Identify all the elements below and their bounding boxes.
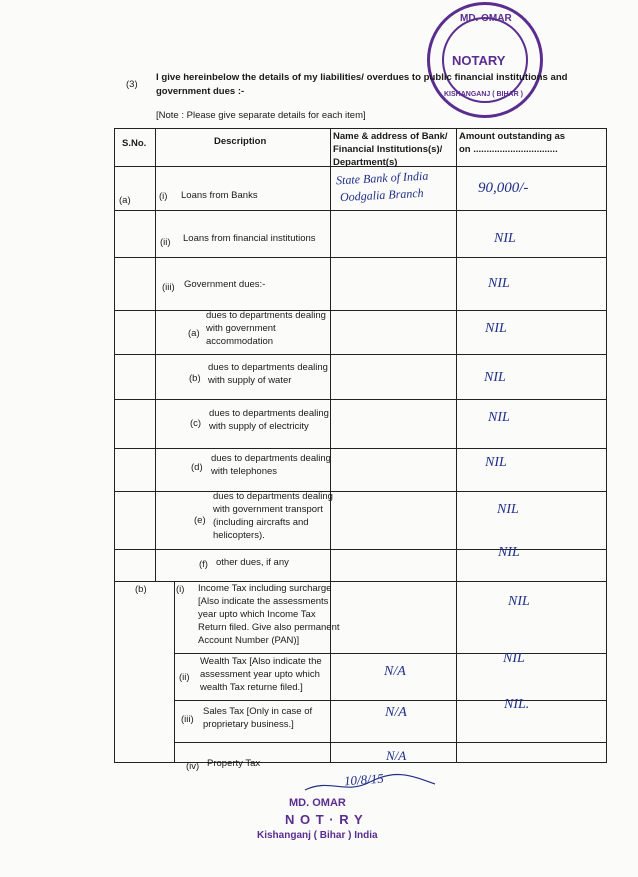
row-sub-e-l1: dues to departments dealing — [213, 491, 333, 502]
row-sub-b-l1: dues to departments dealing — [208, 362, 328, 373]
table-border — [114, 399, 607, 400]
row-income-l4: Return filed. Give also permanent — [198, 622, 340, 633]
row-wealth-bank: N/A — [384, 664, 406, 679]
header-description: Description — [214, 136, 267, 147]
footer-stamp-name: MD. OMAR — [289, 797, 346, 809]
row-sub-e-amount: NIL — [497, 502, 519, 517]
row-wealth-l2: assessment year upto which — [200, 669, 320, 680]
footer-stamp-title: N O T · R Y — [285, 812, 364, 827]
row-income-l3: year upto which Income Tax — [198, 609, 316, 620]
row-wealth-l3: wealth Tax returne filed.] — [200, 682, 303, 693]
row-sub-e-l3: (including aircrafts and — [213, 517, 309, 528]
table-border — [114, 448, 607, 449]
row-property-bank: N/A — [386, 748, 407, 763]
row-govt-num: (iii) — [162, 282, 175, 293]
row-sub-a-l1: dues to departments dealing — [206, 310, 326, 321]
row-loans-banks-bank-1: State Bank of India — [335, 168, 429, 188]
intro-line-1: I give hereinbelow the details of my liabilities/ overdues to public financial institutions and — [156, 72, 568, 83]
notary-stamp — [427, 2, 543, 118]
row-sales-bank: N/A — [385, 705, 407, 720]
header-sno: S.No. — [122, 138, 147, 149]
row-sub-b-l2: with supply of water — [208, 375, 292, 386]
stamp-center-text: NOTARY — [452, 53, 506, 68]
row-income-l5: Account Number (PAN)] — [198, 635, 300, 646]
row-govt: Government dues:- — [184, 279, 266, 290]
row-sub-c-num: (c) — [190, 418, 202, 429]
row-govt-amount: NIL — [488, 276, 510, 291]
row-sub-e-l2: with government transport — [213, 504, 323, 515]
intro-number: (3) — [126, 79, 138, 90]
row-loans-banks-amount: 90,000/- — [478, 180, 529, 196]
row-loans-banks: Loans from Banks — [181, 190, 258, 201]
table-border — [114, 354, 607, 355]
table-border — [114, 491, 607, 492]
table-border — [114, 210, 607, 211]
table-border — [174, 700, 607, 701]
header-bank-line-2: Financial Institutions(s)/ — [333, 144, 443, 155]
row-sub-e-l4: helicopters). — [213, 530, 265, 541]
row-wealth-l1: Wealth Tax [Also indicate the — [200, 656, 322, 667]
row-sub-a-amount: NIL — [485, 321, 507, 336]
row-loans-fin-amount: NIL — [494, 231, 516, 246]
section-b-label: (b) — [135, 584, 147, 595]
row-loans-banks-num: (i) — [159, 191, 168, 202]
row-sub-f-num: (f) — [199, 559, 208, 570]
row-sales-l2: proprietary business.] — [203, 719, 294, 730]
row-sales-amount: NIL. — [504, 697, 530, 712]
row-sub-a-l2: with government — [206, 323, 276, 334]
table-border — [114, 128, 115, 762]
row-income-amount: NIL — [508, 594, 530, 609]
row-sub-d-amount: NIL — [485, 455, 507, 470]
row-sub-d-num: (d) — [191, 462, 203, 473]
header-bank-line-3: Department(s) — [333, 157, 398, 168]
section-a-label: (a) — [119, 195, 131, 206]
row-sub-f-l1: other dues, if any — [216, 557, 289, 568]
table-border — [114, 257, 607, 258]
stamp-top-text: MD. OMAR — [460, 13, 512, 24]
stamp-bottom-text: KISHANGANJ ( BIHAR ) — [444, 91, 523, 98]
signature-scribble — [300, 770, 440, 800]
table-border — [114, 581, 607, 582]
table-border — [330, 128, 331, 762]
row-sub-a-l3: accommodation — [206, 336, 274, 347]
row-property-num: (iv) — [186, 761, 200, 772]
row-sub-c-amount: NIL — [488, 410, 510, 425]
row-wealth-amount: NIL — [503, 651, 525, 666]
intro-note: [Note : Please give separate details for each item] — [156, 110, 366, 121]
header-bank-line-1: Name & address of Bank/ — [333, 131, 448, 142]
row-sub-a-num: (a) — [188, 328, 200, 339]
row-loans-fin: Loans from financial institutions — [183, 233, 316, 244]
header-amount-line-2: on ................................ — [459, 144, 558, 155]
table-border — [114, 128, 607, 129]
row-income-num: (i) — [176, 584, 185, 595]
table-border — [456, 128, 457, 762]
row-wealth-num: (ii) — [179, 672, 190, 683]
table-border — [174, 581, 175, 762]
table-border — [606, 128, 607, 762]
row-sub-f-amount: NIL — [498, 545, 520, 560]
row-income-l2: [Also indicate the assessments — [198, 596, 329, 607]
table-border — [174, 742, 607, 743]
table-border — [174, 653, 607, 654]
notary-signature-date: 10/8/15 — [343, 770, 385, 789]
row-sub-b-amount: NIL — [484, 370, 506, 385]
row-sub-c-l1: dues to departments dealing — [209, 408, 329, 419]
row-income-l1: Income Tax including surcharge — [198, 583, 332, 594]
row-sub-b-num: (b) — [189, 373, 201, 384]
row-sales-l1: Sales Tax [Only in case of — [203, 706, 313, 717]
header-amount-line-1: Amount outstanding as — [459, 131, 566, 142]
row-sales-num: (iii) — [181, 714, 194, 725]
row-loans-banks-bank-2: Oodgalia Branch — [339, 185, 424, 205]
table-border — [114, 549, 607, 550]
row-sub-c-l2: with supply of electricity — [209, 421, 309, 432]
table-border — [114, 310, 607, 311]
footer-stamp-place: Kishanganj ( Bihar ) India — [257, 830, 378, 841]
row-property: Property Tax — [207, 758, 261, 769]
intro-line-2: government dues :- — [156, 86, 245, 97]
row-loans-fin-num: (ii) — [160, 237, 171, 248]
row-sub-e-num: (e) — [194, 515, 206, 526]
row-sub-d-l2: with telephones — [211, 466, 278, 477]
row-sub-d-l1: dues to departments dealing — [211, 453, 331, 464]
